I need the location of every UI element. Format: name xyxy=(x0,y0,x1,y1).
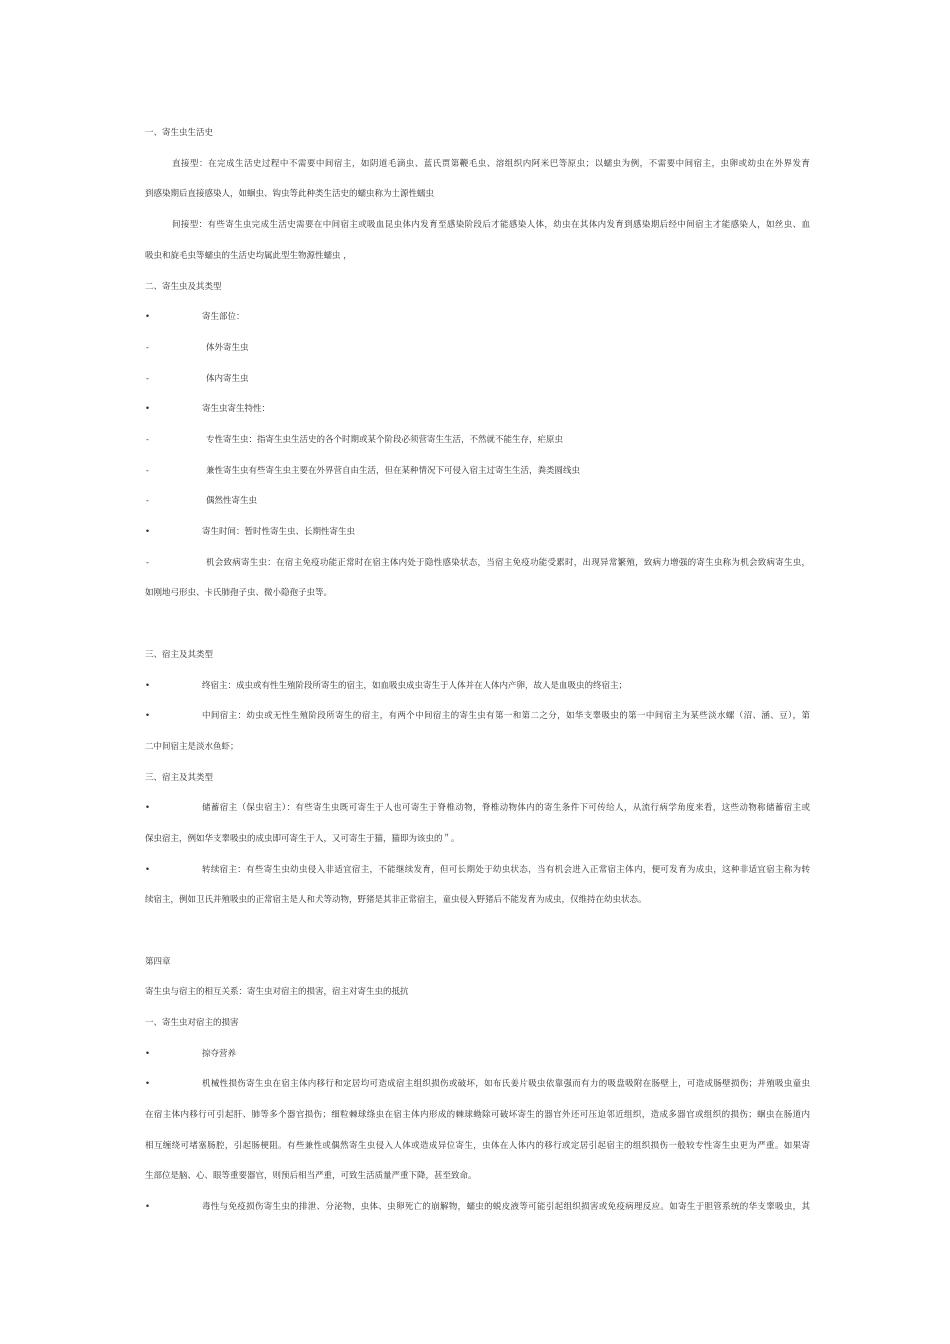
chapter-heading: 第四章 xyxy=(145,957,171,967)
dash-icon: - xyxy=(146,496,149,506)
section-heading-parasite-types: 二、寄生虫及其类型 xyxy=(145,282,222,292)
paragraph-direct-type-cont: 到感染期后直接感染人，如蛔虫、钩虫等此种类生活史的蠕虫称为土源性蠕虫 xyxy=(145,189,435,199)
sub-list-item-cont: 如刚地弓形虫、卡氏肺孢子虫、微小隐孢子虫等。 xyxy=(145,588,333,598)
list-item: 寄生虫寄生特性： xyxy=(202,404,271,414)
bullet-icon: • xyxy=(145,312,151,322)
bullet-icon: • xyxy=(145,527,151,537)
list-item: 毒性与免疫损伤寄生虫的排泄、分泌物，虫体、虫卵死亡的崩解物，蠕虫的蜕皮液等可能引起组织损害或免疫病理反应。如寄生于胆管系统的华支睾吸虫，其 xyxy=(202,1202,810,1212)
sub-list-item: 偶然性寄生虫 xyxy=(206,496,258,506)
section-heading-damage: 一、寄生虫对宿主的损害 xyxy=(145,1018,239,1028)
paragraph-indirect-type: 间接型：有些寄生虫完成生活史需要在中间宿主或吸血昆虫体内发育至感染阶段后才能感染人体，幼虫在其体内发育到感染期后经中间宿主才能感染人，如丝虫、血 xyxy=(172,220,810,230)
list-item: 机械性损伤寄生虫在宿主体内移行和定居均可造成宿主组织损伤或破坏，如布氏姜片吸虫依靠强而有力的吸盘吸附在肠壁上，可造成肠壁损伤；并殖吸虫童虫 xyxy=(202,1079,810,1089)
list-item: 终宿主：成虫或有性生殖阶段所寄生的宿主，如血吸虫成虫寄生于人体并在人体内产卵，故人是血吸虫的终宿主； xyxy=(202,681,628,691)
bullet-icon: • xyxy=(145,1202,151,1212)
list-item-cont: 在宿主体内移行可引起肝、肺等多个器官损伤；细粒棘球绦虫在宿主体内形成的棘球蚴除可破坏寄生的器官外还可压迫邻近组织，造成多器官或组织的损伤；蛔虫在肠道内 xyxy=(145,1110,810,1120)
bullet-icon: • xyxy=(145,1079,151,1089)
sub-list-item: 体内寄生虫 xyxy=(206,374,249,384)
list-item: 掠夺营养 xyxy=(202,1049,237,1059)
bullet-icon: • xyxy=(145,681,151,691)
bullet-icon: • xyxy=(145,404,151,414)
section-heading-life-cycle: 一、寄生虫生活史 xyxy=(145,128,214,138)
list-item-cont: 保虫宿主，例如华支睾吸虫的成虫即可寄生于人，又可寄生于猫，猫即为该虫的＂。 xyxy=(145,834,460,844)
dash-icon: - xyxy=(146,466,149,476)
paragraph-indirect-type-cont: 吸虫和旋毛虫等蠕虫的生活史均属此型生物源性蠕虫 ， xyxy=(145,251,352,261)
bullet-icon: • xyxy=(145,865,151,875)
sub-list-item: 兼性寄生虫有些寄生虫主要在外界营自由生活，但在某种情况下可侵入宿主过寄生生活，粪类圆线虫 xyxy=(206,466,581,476)
dash-icon: - xyxy=(146,374,149,384)
list-item-cont: 相互缠绕可堵塞肠腔，引起肠梗阻。有些兼性或偶然寄生虫侵入人体或造成异位寄生，虫体在人体内的移行或定居引起宿主的组织损伤一般较专性寄生虫更为严重。如果寄 xyxy=(145,1141,810,1151)
list-item: 寄生部位： xyxy=(202,312,245,322)
list-item: 寄生时间：暂时性寄生虫、长期性寄生虫 xyxy=(202,527,356,537)
list-item: 储蓄宿主（保虫宿主）：有些寄生虫既可寄生于人也可寄生于脊椎动物，脊椎动物体内的寄生条件下可传给人，从流行病学角度来看，这些动物称储蓄宿主或 xyxy=(202,803,810,813)
dash-icon: - xyxy=(146,558,149,568)
list-item-cont: 续宿主，例如卫氏并殖吸虫的正常宿主是人和犬等动物，野猪是其非正常宿主，童虫侵入野猪后不能发育为成虫，仅维持在幼虫状态。 xyxy=(145,895,647,905)
paragraph-direct-type: 直接型：在完成生活史过程中不需要中间宿主，如阴道毛滴虫、蓝氏贾第鞭毛虫、溶组织内阿米巴等原虫；以蠕虫为例，不需要中间宿主，虫卵或幼虫在外界发育 xyxy=(172,159,810,169)
sub-list-item: 机会致病寄生虫：在宿主免疫功能正常时在宿主体内处于隐性感染状态，当宿主免疫功能受累时，出现异常繁殖，致病力增强的寄生虫称为机会致病寄生虫， xyxy=(206,558,810,568)
bullet-icon: • xyxy=(145,803,151,813)
list-item-cont: 生部位是脑、心、眼等重要器官，则预后相当严重，可致生活质量严重下降，甚至致命。 xyxy=(145,1171,477,1181)
sub-list-item: 体外寄生虫 xyxy=(206,343,249,353)
list-item-cont: 二中间宿主是淡水鱼虾； xyxy=(145,742,239,752)
sub-list-item: 专性寄生虫：指寄生虫生活史的各个时期或某个阶段必须营寄生生活，不然就不能生存，疟原虫 xyxy=(206,435,564,445)
chapter-subtitle: 寄生虫与宿主的相互关系：寄生虫对宿主的损害，宿主对寄生虫的抵抗 xyxy=(145,987,409,997)
section-heading-host-types-repeat: 三、宿主及其类型 xyxy=(145,773,214,783)
dash-icon: - xyxy=(146,435,149,445)
list-item: 中间宿主：幼虫或无性生殖阶段所寄生的宿主，有两个中间宿主的寄生虫有第一和第二之分，如华支睾吸虫的第一中间宿主为某些淡水螺（沼、涵、豆），第 xyxy=(202,711,810,721)
bullet-icon: • xyxy=(145,1049,151,1059)
dash-icon: - xyxy=(146,343,149,353)
section-heading-host-types: 三、宿主及其类型 xyxy=(145,650,214,660)
bullet-icon: • xyxy=(145,711,151,721)
list-item: 转续宿主：有些寄生虫幼虫侵入非适宜宿主，不能继续发育，但可长期处于幼虫状态，当有机会进入正常宿主体内，便可发育为成虫，这种非适宜宿主称为转 xyxy=(202,865,810,875)
